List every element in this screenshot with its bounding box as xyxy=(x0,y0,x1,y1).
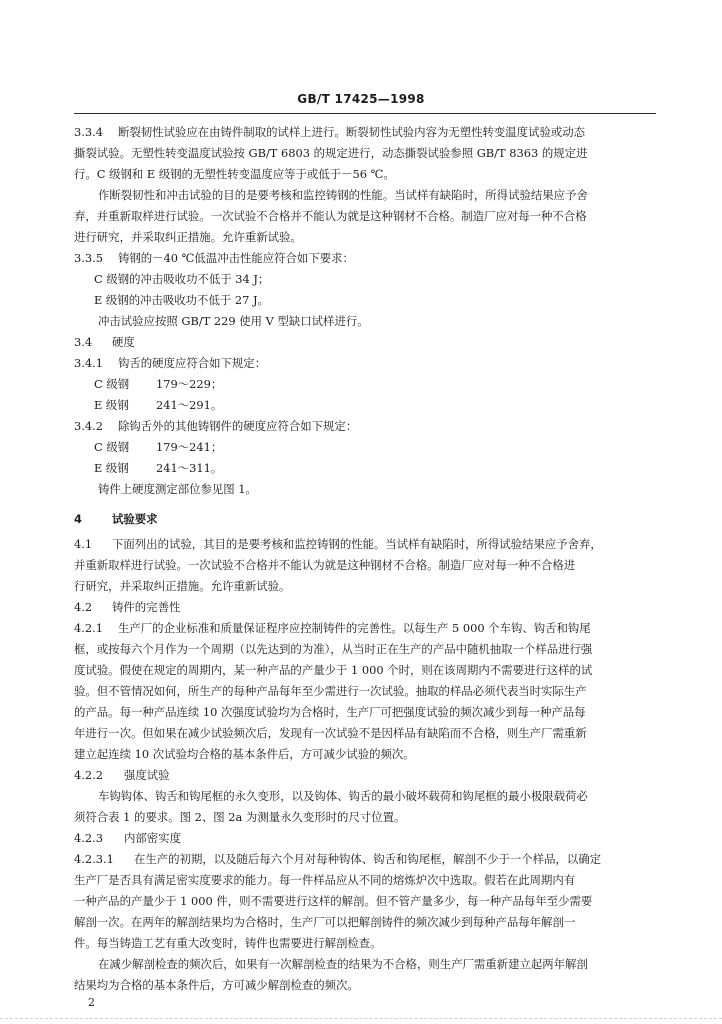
clause-number: 4.2.3 xyxy=(74,831,103,845)
text-line: 件。每当铸造工艺有重大改变时，铸件也需要进行解剖检查。 xyxy=(74,936,382,950)
header-rule xyxy=(74,113,656,114)
clause-3-4-2 xyxy=(74,418,656,434)
hardness-value: 241～311。 xyxy=(156,461,223,475)
text-line: 强度试验 xyxy=(124,768,170,782)
clause-number: 4.2 xyxy=(74,600,93,614)
steel-grade: C 级钢 xyxy=(94,440,130,454)
section-number: 4 xyxy=(74,512,82,526)
steel-grade: C 级钢 xyxy=(94,377,130,391)
text-line: 验。但不管情况如何，所生产的每种产品每年至少需进行一次试验。抽取的样品必须代表当时实际生产 xyxy=(74,684,587,698)
text-line: 撕裂试验。无塑性转变温度试验按 GB/T 6803 的规定进行，动态撕裂试验参照 GB/T 8363 的规定进 xyxy=(74,146,588,160)
text-line: 框，或按每六个月作为一个周期（以先达到的为准），从当时正在生产的产品中随机抽取一个样品进行强 xyxy=(74,642,593,656)
paragraph-start: 铸件上硬度测定部位参见图 1。 xyxy=(98,482,257,496)
clause-4-2-3-1 xyxy=(74,851,656,867)
section-title: 试验要求 xyxy=(112,512,158,526)
text-line: 生产厂是否具有满足密实度要求的能力。每一件样品应从不同的熔炼炉次中选取。假若在此周期内有 xyxy=(74,873,576,887)
text-line: 生产厂的企业标准和质量保证程序应控制铸件的完善性。以每生产 5 000 个车钩、钩舌和钩尾 xyxy=(118,621,591,635)
text-line: 并重新取样进行试验。一次试验不合格并不能认为就是这种钢材不合格。制造厂应对每一种不合格进 xyxy=(74,558,576,572)
hardness-value: 179～229； xyxy=(156,377,223,391)
text-line: 铸件的完善性 xyxy=(112,600,181,614)
clause-number: 4.2.1 xyxy=(74,621,103,635)
text-line: 下面列出的试验，其目的是要考核和监控铸钢的性能。当试样有缺陷时，所得试验结果应予舍弃， xyxy=(112,537,602,551)
text-line: 须符合表 1 的要求。图 2、图 2a 为测量永久变形时的尺寸位置。 xyxy=(74,810,406,824)
hardness-row xyxy=(94,460,656,476)
clause-number: 3.3.5 xyxy=(74,251,103,265)
clause-3-4-1 xyxy=(74,355,656,371)
hardness-row xyxy=(94,397,656,413)
steel-grade: E 级钢 xyxy=(94,398,129,412)
clause-4-2-3 xyxy=(74,830,656,846)
standard-code: GB/T 17425—1998 xyxy=(297,92,425,106)
text-line: 解剖一次。在两年的解剖结果均为合格时，生产厂可以把解剖铸件的频次减少到每种产品每年解剖一 xyxy=(74,915,576,929)
clause-3-3-4 xyxy=(74,124,656,140)
text-line: 内部密实度 xyxy=(124,831,181,845)
hardness-row xyxy=(94,376,656,392)
clause-3-3-5 xyxy=(74,250,656,266)
hardness-value: 241～291。 xyxy=(156,398,223,412)
text-line: 年进行一次。但如果在减少试验频次后，发现有一次试验不是因样品有缺陷而不合格，则生产厂需重新 xyxy=(74,726,587,740)
text-line: 断裂韧性试验应在由铸件制取的试样上进行。断裂韧性试验内容为无塑性转变温度试验或动态 xyxy=(118,125,586,139)
clause-number: 3.4 xyxy=(74,335,93,349)
page-number: 2 xyxy=(88,996,95,1009)
scan-edge-divider xyxy=(0,1018,722,1020)
paragraph-start: 冲击试验应按照 GB/T 229 使用 V 型缺口试样进行。 xyxy=(98,314,369,328)
hardness-row xyxy=(94,439,656,455)
clause-4-2-2 xyxy=(74,767,656,783)
text-line: 一种产品的产量少于 1 000 件，则不需要进行这样的解剖。但不管产量多少，每一种产品每年至少需要 xyxy=(74,894,593,908)
text-line: 结果均为合格的基本条件后，方可减少解剖检查的频次。 xyxy=(74,978,359,992)
text-line: 铸钢的－40 ℃低温冲击性能应符合如下要求： xyxy=(118,251,354,265)
clause-number: 4.2.3.1 xyxy=(74,852,114,866)
text-line: 硬度 xyxy=(112,335,135,349)
paragraph-start: 车钩钩体、钩舌和钩尾框的永久变形，以及钩体、钩舌的最小破坏载荷和钩尾框的最小极限载荷必 xyxy=(98,789,588,803)
section-4-heading xyxy=(74,511,656,527)
clause-number: 4.1 xyxy=(74,537,93,551)
text-line: 除钩舌外的其他铸钢件的硬度应符合如下规定： xyxy=(118,419,358,433)
clause-4-2-1 xyxy=(74,620,656,636)
text-line: 建立起连续 10 次试验均合格的基本条件后，方可减少试验的频次。 xyxy=(74,747,415,761)
text-line: 钩舌的硬度应符合如下规定： xyxy=(118,356,267,370)
text-line: 的产品。每一种产品连续 10 次强度试验均为合格时，生产厂可把强度试验的频次减少到每一种产品每 xyxy=(74,705,586,719)
paragraph-start: 作断裂韧性和冲击试验的目的是要考核和监控铸钢的性能。当试样有缺陷时，所得试验结果应予舍 xyxy=(98,188,588,202)
clause-number: 3.4.1 xyxy=(74,356,103,370)
list-item: E 级钢的冲击吸收功不低于 27 J。 xyxy=(94,293,269,307)
text-line: 弃，并重新取样进行试验。一次试验不合格并不能认为就是这种钢材不合格。制造厂应对每一种不合格 xyxy=(74,209,587,223)
text-line: 行研究，并采取纠正措施。允许重新试验。 xyxy=(74,579,291,593)
clause-number: 4.2.2 xyxy=(74,768,103,782)
hardness-value: 179～241； xyxy=(156,440,223,454)
steel-grade: E 级钢 xyxy=(94,461,129,475)
text-line: 在生产的初期，以及随后每六个月对每种钩体、钩舌和钩尾框，解剖不少于一个样品，以确定 xyxy=(134,852,602,866)
text-line: 行。C 级钢和 E 级钢的无塑性转变温度应等于或低于－56 ℃。 xyxy=(74,167,395,181)
clause-4-2 xyxy=(74,599,656,615)
clause-4-1 xyxy=(74,536,656,552)
clause-number: 3.4.2 xyxy=(74,419,103,433)
paragraph-start: 在减少解剖检查的频次后，如果有一次解剖检查的结果为不合格，则生产厂需重新建立起两年解剖 xyxy=(98,957,588,971)
text-line: 进行研究，并采取纠正措施。允许重新试验。 xyxy=(74,230,302,244)
clause-number: 3.3.4 xyxy=(74,125,103,139)
clause-3-4 xyxy=(74,334,656,350)
text-line: 度试验。假使在规定的周期内，某一种产品的产量少于 1 000 个时，则在该周期内不需要进行这样的试 xyxy=(74,663,593,677)
list-item: C 级钢的冲击吸收功不低于 34 J； xyxy=(94,272,270,286)
